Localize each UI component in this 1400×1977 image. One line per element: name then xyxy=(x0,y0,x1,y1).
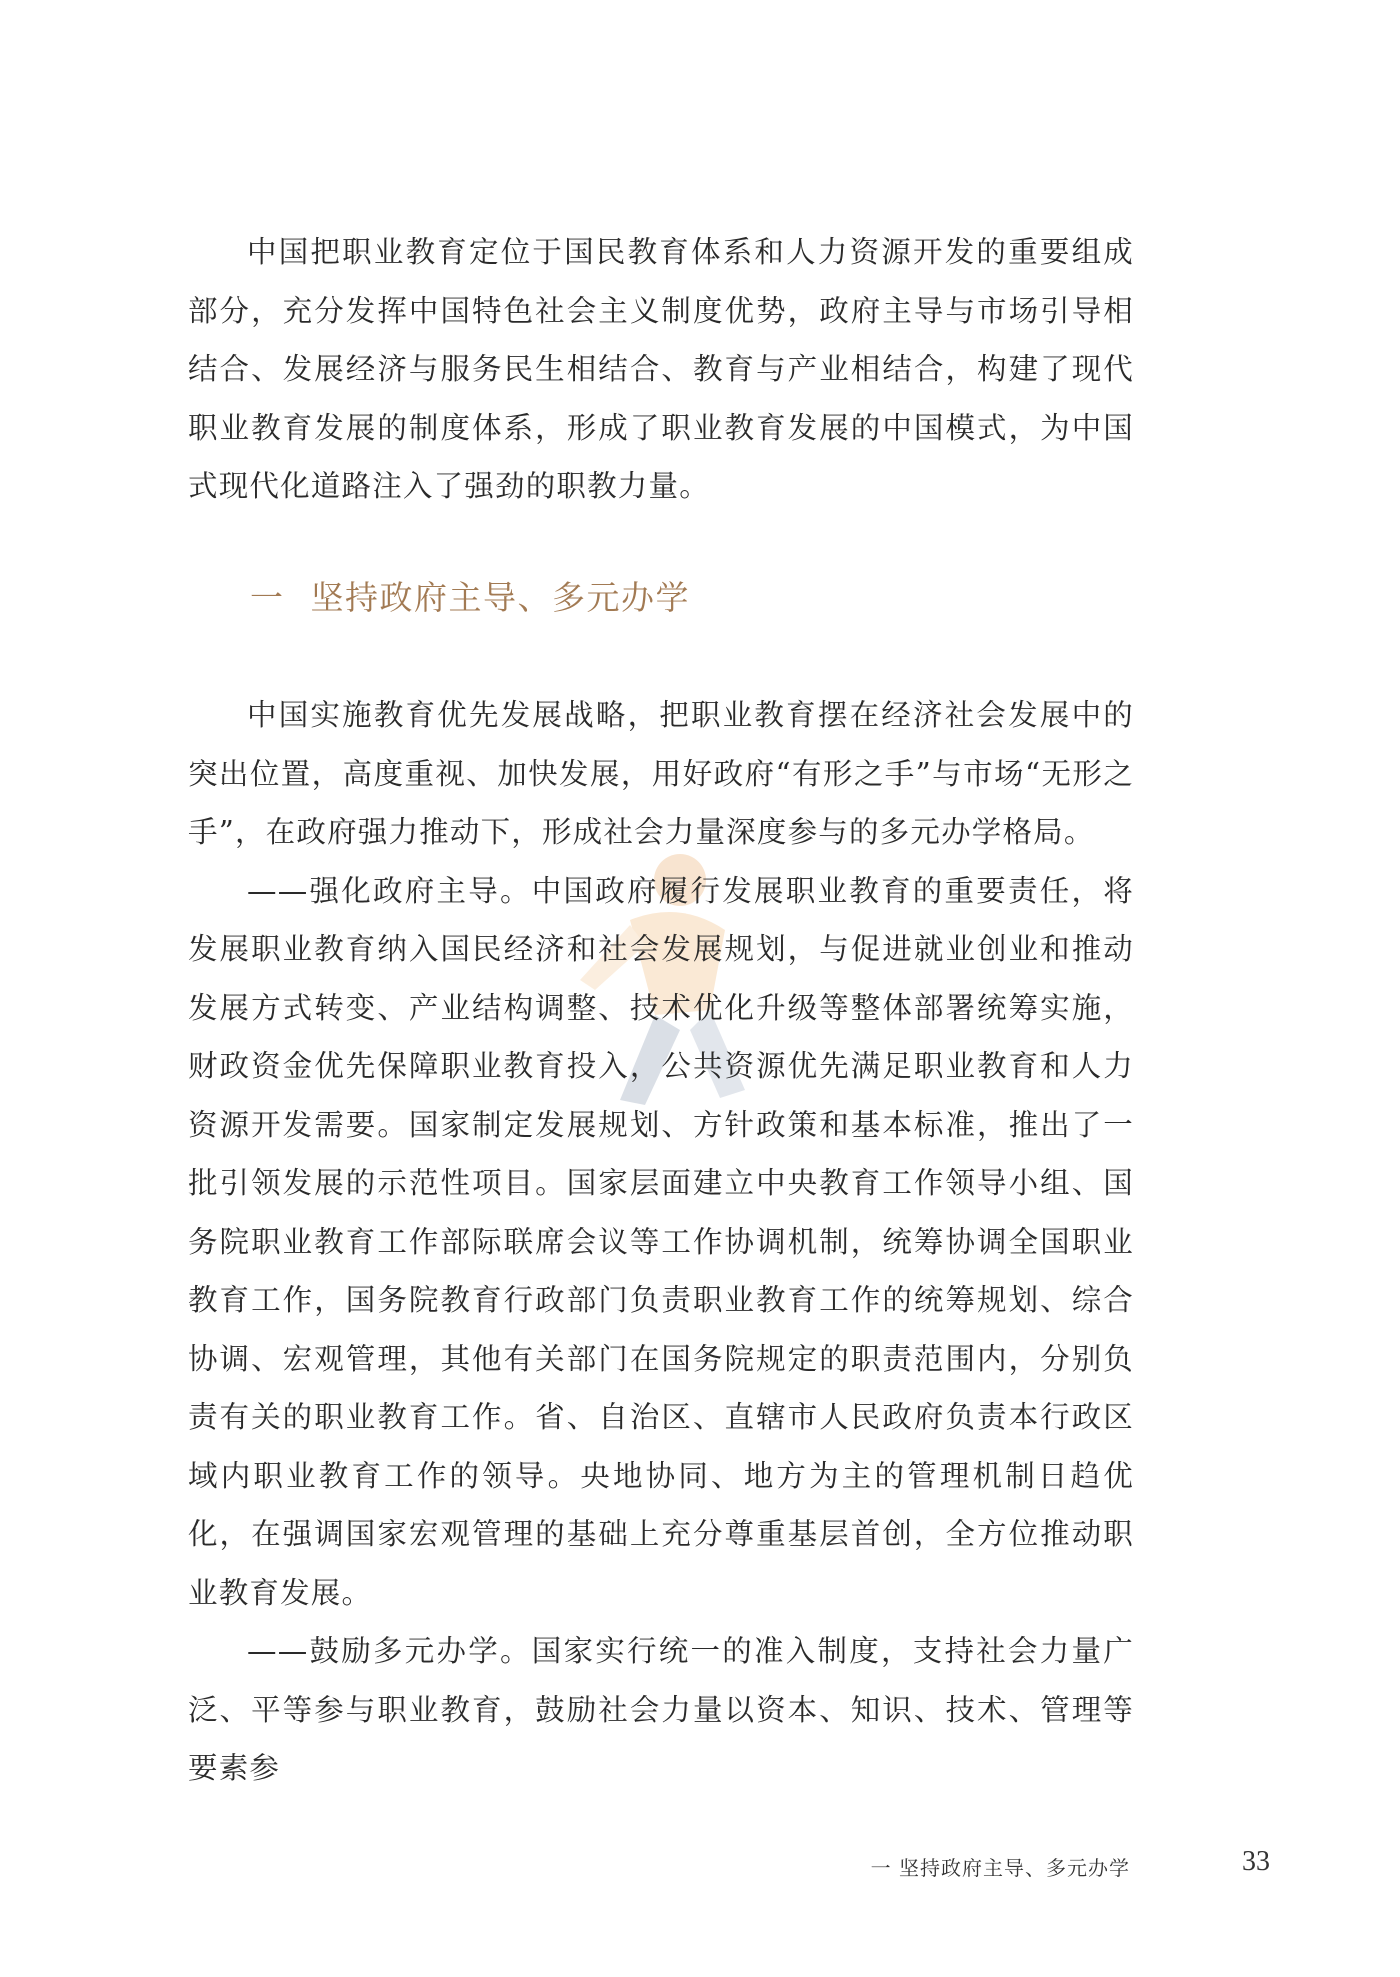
intro-paragraph: 中国把职业教育定位于国民教育体系和人力资源开发的重要组成部分，充分发挥中国特色社会主义制度优势，政府主导与市场引导相结合、发展经济与服务民生相结合、教育与产业相结合，构建了现代职业教育发展的制度体系，形成了职业教育发展的中国模式，为中国式现代化道路注入了强劲的职教力量。 xyxy=(188,235,1134,503)
body-paragraph: ——强化政府主导。中国政府履行发展职业教育的重要责任，将发展职业教育纳入国民经济和社会发展规划，与促进就业创业和推动发展方式转变、产业结构调整、技术优化升级等整体部署统筹实施，财政资金优先保障职业教育投入，公共资源优先满足职业教育和人力资源开发需要。国家制定发展规划、方针政策和基本标准，推出了一批引领发展的示范性项目。国家层面建立中央教育工作领导小组、国务院职业教育工作部际联席会议等工作协调机制，统筹协调全国职业教育工作，国务院教育行政部门负责职业教育工作的统筹规划、综合协调、宏观管理，其他有关部门在国务院规定的职责范围内，分别负责有关的职业教育工作。省、自治区、直辖市人民政府负责本行政区域内职业教育工作的领导。央地协同、地方为主的管理机制日趋优化，在强调国家宏观管理的基础上充分尊重基层首创，全方位推动职业教育发展。 xyxy=(188,873,1134,1610)
page-number: 33 xyxy=(1242,1846,1270,1877)
page-footer xyxy=(0,1846,1400,1886)
section-title: 坚持政府主导、多元办学 xyxy=(310,578,690,617)
body-section xyxy=(188,686,1134,1798)
body-paragraph: ——鼓励多元办学。国家实行统一的准入制度，支持社会力量广泛、平等参与职业教育，鼓励社会力量以资本、知识、技术、管理等要素参 xyxy=(188,1634,1134,1785)
section-number: 一 xyxy=(250,578,285,617)
body-paragraph: 中国实施教育优先发展战略，把职业教育摆在经济社会发展中的突出位置，高度重视、加快发展，用好政府“有形之手”与市场“无形之手”，在政府强力推动下，形成社会力量深度参与的多元办学格局。 xyxy=(188,698,1134,849)
intro-section xyxy=(188,223,1134,516)
section-heading xyxy=(250,572,690,619)
running-title: 一 坚持政府主导、多元办学 xyxy=(870,1856,1130,1880)
